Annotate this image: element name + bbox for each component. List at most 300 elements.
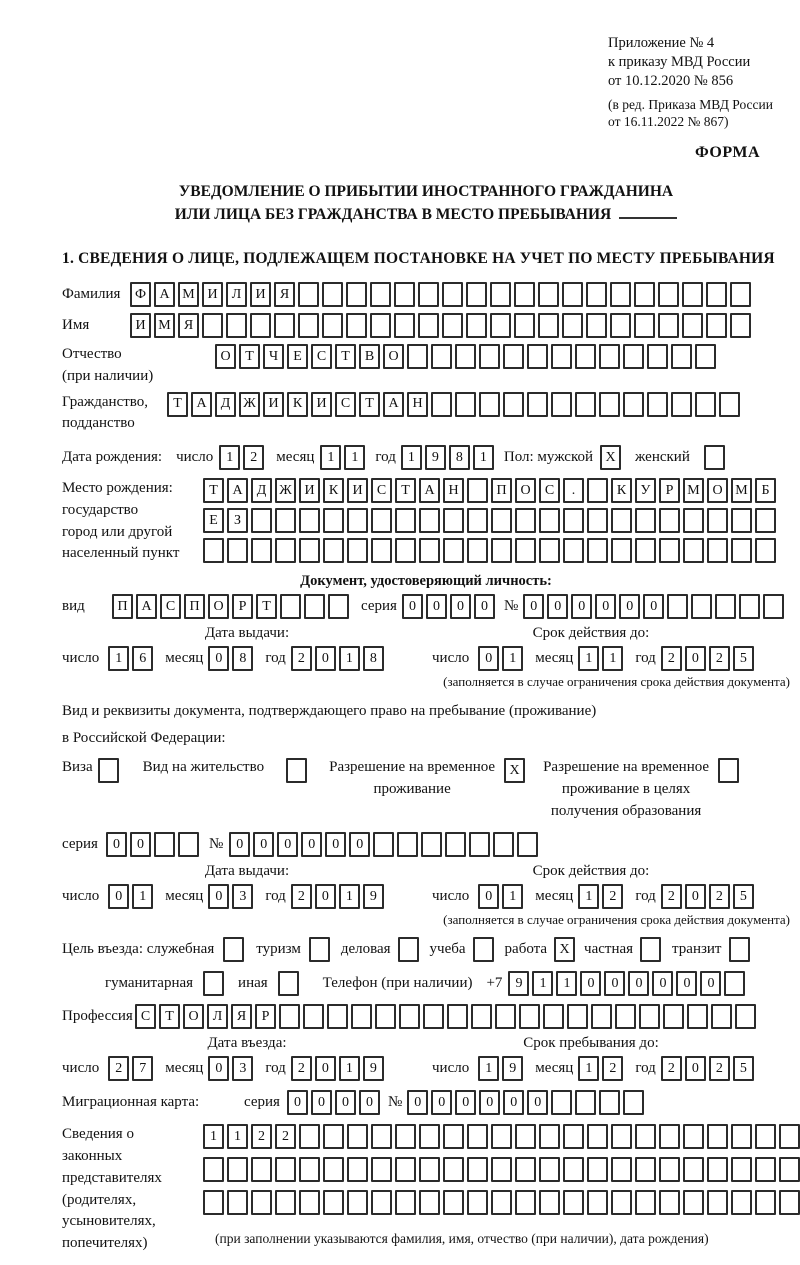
char-box[interactable]: 0 bbox=[407, 1090, 428, 1115]
surname-boxes[interactable] bbox=[130, 282, 751, 307]
char-box[interactable] bbox=[575, 1090, 596, 1115]
purpose-private-checkbox[interactable] bbox=[640, 937, 661, 962]
purpose-official-checkbox[interactable] bbox=[223, 937, 244, 962]
char-box[interactable]: Р bbox=[232, 594, 253, 619]
char-box[interactable] bbox=[683, 1157, 704, 1182]
residence-issued-day-boxes[interactable] bbox=[108, 884, 153, 909]
char-box[interactable]: И bbox=[299, 478, 320, 503]
char-box[interactable]: 0 bbox=[478, 884, 499, 909]
char-box[interactable]: 2 bbox=[709, 1056, 730, 1081]
char-box[interactable]: Ф bbox=[130, 282, 151, 307]
char-box[interactable] bbox=[647, 392, 668, 417]
char-box[interactable] bbox=[519, 1004, 540, 1029]
char-box[interactable] bbox=[503, 392, 524, 417]
char-box[interactable]: 2 bbox=[709, 646, 730, 671]
char-box[interactable]: 2 bbox=[661, 1056, 682, 1081]
char-box[interactable] bbox=[299, 1190, 320, 1215]
char-box[interactable]: И bbox=[311, 392, 332, 417]
char-box[interactable] bbox=[683, 1190, 704, 1215]
char-box[interactable] bbox=[667, 594, 688, 619]
char-box[interactable] bbox=[466, 282, 487, 307]
char-box[interactable] bbox=[515, 1190, 536, 1215]
doc-valid-month-boxes[interactable] bbox=[578, 646, 623, 671]
char-box[interactable] bbox=[659, 508, 680, 533]
char-box[interactable]: Б bbox=[755, 478, 776, 503]
char-box[interactable] bbox=[304, 594, 325, 619]
migration-number-boxes[interactable] bbox=[407, 1090, 644, 1115]
char-box[interactable]: Д bbox=[251, 478, 272, 503]
char-box[interactable] bbox=[274, 313, 295, 338]
doc-issued-month-boxes[interactable] bbox=[208, 646, 253, 671]
char-box[interactable] bbox=[611, 538, 632, 563]
char-box[interactable]: 9 bbox=[425, 445, 446, 470]
char-box[interactable] bbox=[347, 1157, 368, 1182]
char-box[interactable] bbox=[202, 313, 223, 338]
char-box[interactable]: 1 bbox=[556, 971, 577, 996]
char-box[interactable] bbox=[539, 1157, 560, 1182]
char-box[interactable]: 1 bbox=[219, 445, 240, 470]
doc-issued-day-boxes[interactable] bbox=[108, 646, 153, 671]
char-box[interactable]: Н bbox=[443, 478, 464, 503]
representatives-row2-boxes[interactable] bbox=[203, 1157, 800, 1182]
char-box[interactable]: 0 bbox=[315, 1056, 336, 1081]
char-box[interactable]: Т bbox=[239, 344, 260, 369]
char-box[interactable]: 2 bbox=[291, 884, 312, 909]
char-box[interactable] bbox=[227, 1157, 248, 1182]
char-box[interactable]: К bbox=[611, 478, 632, 503]
char-box[interactable]: 0 bbox=[479, 1090, 500, 1115]
char-box[interactable] bbox=[467, 1124, 488, 1149]
sex-male-checkbox[interactable]: X bbox=[600, 445, 621, 470]
char-box[interactable] bbox=[203, 538, 224, 563]
char-box[interactable]: 1 bbox=[532, 971, 553, 996]
char-box[interactable] bbox=[346, 313, 367, 338]
char-box[interactable]: Н bbox=[407, 392, 428, 417]
char-box[interactable] bbox=[707, 1157, 728, 1182]
char-box[interactable] bbox=[707, 1190, 728, 1215]
char-box[interactable]: П bbox=[491, 478, 512, 503]
char-box[interactable] bbox=[527, 344, 548, 369]
char-box[interactable] bbox=[443, 508, 464, 533]
char-box[interactable]: М bbox=[154, 313, 175, 338]
char-box[interactable] bbox=[731, 1190, 752, 1215]
char-box[interactable] bbox=[275, 538, 296, 563]
char-box[interactable]: 0 bbox=[311, 1090, 332, 1115]
char-box[interactable]: Д bbox=[215, 392, 236, 417]
char-box[interactable]: У bbox=[635, 478, 656, 503]
char-box[interactable]: С bbox=[311, 344, 332, 369]
char-box[interactable] bbox=[323, 1124, 344, 1149]
birthplace-row2-boxes[interactable] bbox=[203, 508, 776, 533]
char-box[interactable] bbox=[394, 313, 415, 338]
char-box[interactable] bbox=[479, 344, 500, 369]
char-box[interactable] bbox=[491, 538, 512, 563]
char-box[interactable] bbox=[490, 282, 511, 307]
char-box[interactable]: Т bbox=[335, 344, 356, 369]
char-box[interactable]: 0 bbox=[229, 832, 250, 857]
char-box[interactable] bbox=[635, 538, 656, 563]
char-box[interactable]: С bbox=[539, 478, 560, 503]
char-box[interactable] bbox=[442, 313, 463, 338]
char-box[interactable]: Т bbox=[203, 478, 224, 503]
char-box[interactable]: 0 bbox=[450, 594, 471, 619]
char-box[interactable]: 0 bbox=[106, 832, 127, 857]
char-box[interactable]: Е bbox=[203, 508, 224, 533]
until-day-boxes[interactable] bbox=[478, 1056, 523, 1081]
migration-series-boxes[interactable] bbox=[287, 1090, 380, 1115]
char-box[interactable]: 5 bbox=[733, 1056, 754, 1081]
char-box[interactable]: 0 bbox=[208, 1056, 229, 1081]
char-box[interactable]: 0 bbox=[604, 971, 625, 996]
char-box[interactable] bbox=[515, 508, 536, 533]
char-box[interactable] bbox=[610, 313, 631, 338]
char-box[interactable] bbox=[755, 538, 776, 563]
char-box[interactable]: 1 bbox=[339, 1056, 360, 1081]
char-box[interactable] bbox=[467, 538, 488, 563]
char-box[interactable]: 1 bbox=[478, 1056, 499, 1081]
char-box[interactable]: И bbox=[202, 282, 223, 307]
residence-valid-month-boxes[interactable] bbox=[578, 884, 623, 909]
char-box[interactable] bbox=[419, 1157, 440, 1182]
char-box[interactable]: 2 bbox=[602, 884, 623, 909]
char-box[interactable] bbox=[706, 282, 727, 307]
char-box[interactable]: О bbox=[515, 478, 536, 503]
char-box[interactable] bbox=[419, 538, 440, 563]
char-box[interactable] bbox=[251, 508, 272, 533]
char-box[interactable] bbox=[739, 594, 760, 619]
char-box[interactable]: И bbox=[347, 478, 368, 503]
doc-issued-year-boxes[interactable] bbox=[291, 646, 384, 671]
char-box[interactable] bbox=[611, 508, 632, 533]
char-box[interactable] bbox=[347, 538, 368, 563]
char-box[interactable] bbox=[370, 282, 391, 307]
char-box[interactable]: И bbox=[250, 282, 271, 307]
char-box[interactable] bbox=[599, 392, 620, 417]
char-box[interactable] bbox=[563, 508, 584, 533]
char-box[interactable]: 0 bbox=[503, 1090, 524, 1115]
char-box[interactable]: Р bbox=[659, 478, 680, 503]
char-box[interactable] bbox=[647, 344, 668, 369]
char-box[interactable] bbox=[495, 1004, 516, 1029]
char-box[interactable]: 0 bbox=[474, 594, 495, 619]
char-box[interactable] bbox=[671, 392, 692, 417]
char-box[interactable]: А bbox=[227, 478, 248, 503]
char-box[interactable] bbox=[469, 832, 490, 857]
char-box[interactable]: Я bbox=[274, 282, 295, 307]
char-box[interactable]: М bbox=[178, 282, 199, 307]
char-box[interactable]: 1 bbox=[502, 884, 523, 909]
char-box[interactable] bbox=[395, 1190, 416, 1215]
char-box[interactable] bbox=[299, 1157, 320, 1182]
char-box[interactable] bbox=[671, 344, 692, 369]
char-box[interactable] bbox=[659, 1124, 680, 1149]
char-box[interactable]: О bbox=[215, 344, 236, 369]
char-box[interactable] bbox=[635, 508, 656, 533]
char-box[interactable]: 1 bbox=[502, 646, 523, 671]
char-box[interactable] bbox=[610, 282, 631, 307]
char-box[interactable] bbox=[730, 282, 751, 307]
char-box[interactable]: 9 bbox=[363, 884, 384, 909]
representatives-row3-boxes[interactable] bbox=[203, 1190, 800, 1215]
char-box[interactable] bbox=[586, 282, 607, 307]
char-box[interactable]: 3 bbox=[232, 1056, 253, 1081]
phone-boxes[interactable] bbox=[508, 971, 745, 996]
char-box[interactable] bbox=[327, 1004, 348, 1029]
doc-number-boxes[interactable] bbox=[523, 594, 784, 619]
char-box[interactable] bbox=[563, 1124, 584, 1149]
char-box[interactable] bbox=[491, 1190, 512, 1215]
char-box[interactable]: 0 bbox=[335, 1090, 356, 1115]
char-box[interactable] bbox=[371, 508, 392, 533]
char-box[interactable]: 0 bbox=[287, 1090, 308, 1115]
char-box[interactable]: 0 bbox=[685, 1056, 706, 1081]
char-box[interactable] bbox=[375, 1004, 396, 1029]
until-year-boxes[interactable] bbox=[661, 1056, 754, 1081]
char-box[interactable] bbox=[587, 508, 608, 533]
char-box[interactable]: 1 bbox=[401, 445, 422, 470]
char-box[interactable]: А bbox=[136, 594, 157, 619]
char-box[interactable] bbox=[779, 1157, 800, 1182]
char-box[interactable] bbox=[455, 392, 476, 417]
char-box[interactable] bbox=[623, 1090, 644, 1115]
char-box[interactable] bbox=[443, 1157, 464, 1182]
char-box[interactable] bbox=[455, 344, 476, 369]
char-box[interactable] bbox=[538, 282, 559, 307]
char-box[interactable] bbox=[730, 313, 751, 338]
char-box[interactable]: 0 bbox=[277, 832, 298, 857]
char-box[interactable]: 2 bbox=[291, 1056, 312, 1081]
birth-day-boxes[interactable] bbox=[219, 445, 264, 470]
char-box[interactable] bbox=[575, 344, 596, 369]
char-box[interactable]: 0 bbox=[700, 971, 721, 996]
char-box[interactable] bbox=[635, 1157, 656, 1182]
char-box[interactable] bbox=[203, 1157, 224, 1182]
char-box[interactable] bbox=[691, 594, 712, 619]
char-box[interactable] bbox=[562, 313, 583, 338]
char-box[interactable]: 0 bbox=[643, 594, 664, 619]
char-box[interactable] bbox=[467, 1157, 488, 1182]
char-box[interactable]: 0 bbox=[652, 971, 673, 996]
birthplace-row1-boxes[interactable] bbox=[203, 478, 776, 503]
char-box[interactable] bbox=[711, 1004, 732, 1029]
temp-residence-edu-checkbox[interactable] bbox=[718, 758, 739, 783]
char-box[interactable]: . bbox=[563, 478, 584, 503]
char-box[interactable] bbox=[226, 313, 247, 338]
char-box[interactable] bbox=[735, 1004, 756, 1029]
char-box[interactable] bbox=[587, 1157, 608, 1182]
entry-month-boxes[interactable] bbox=[208, 1056, 253, 1081]
char-box[interactable]: И bbox=[263, 392, 284, 417]
char-box[interactable]: Т bbox=[256, 594, 277, 619]
char-box[interactable]: Р bbox=[255, 1004, 276, 1029]
char-box[interactable] bbox=[443, 1124, 464, 1149]
char-box[interactable] bbox=[543, 1004, 564, 1029]
char-box[interactable] bbox=[443, 538, 464, 563]
char-box[interactable]: 1 bbox=[344, 445, 365, 470]
char-box[interactable] bbox=[659, 538, 680, 563]
char-box[interactable] bbox=[323, 538, 344, 563]
doc-valid-day-boxes[interactable] bbox=[478, 646, 523, 671]
char-box[interactable]: 0 bbox=[595, 594, 616, 619]
char-box[interactable]: 0 bbox=[402, 594, 423, 619]
char-box[interactable] bbox=[447, 1004, 468, 1029]
char-box[interactable]: 0 bbox=[301, 832, 322, 857]
char-box[interactable] bbox=[779, 1124, 800, 1149]
char-box[interactable] bbox=[347, 1124, 368, 1149]
char-box[interactable]: Ч bbox=[263, 344, 284, 369]
char-box[interactable] bbox=[599, 1090, 620, 1115]
char-box[interactable]: 1 bbox=[339, 884, 360, 909]
char-box[interactable] bbox=[419, 1124, 440, 1149]
char-box[interactable]: 0 bbox=[478, 646, 499, 671]
char-box[interactable] bbox=[514, 313, 535, 338]
char-box[interactable]: С bbox=[160, 594, 181, 619]
char-box[interactable] bbox=[351, 1004, 372, 1029]
char-box[interactable]: 8 bbox=[363, 646, 384, 671]
char-box[interactable]: А bbox=[154, 282, 175, 307]
char-box[interactable] bbox=[731, 1124, 752, 1149]
residence-valid-year-boxes[interactable] bbox=[661, 884, 754, 909]
char-box[interactable] bbox=[635, 1124, 656, 1149]
char-box[interactable] bbox=[663, 1004, 684, 1029]
char-box[interactable] bbox=[491, 1157, 512, 1182]
char-box[interactable]: 2 bbox=[291, 646, 312, 671]
char-box[interactable]: 2 bbox=[251, 1124, 272, 1149]
char-box[interactable] bbox=[707, 508, 728, 533]
patronymic-boxes[interactable] bbox=[215, 344, 716, 369]
char-box[interactable] bbox=[371, 1124, 392, 1149]
char-box[interactable]: 1 bbox=[132, 884, 153, 909]
residence-issued-year-boxes[interactable] bbox=[291, 884, 384, 909]
char-box[interactable] bbox=[418, 313, 439, 338]
char-box[interactable] bbox=[442, 282, 463, 307]
char-box[interactable]: Я bbox=[231, 1004, 252, 1029]
char-box[interactable] bbox=[371, 538, 392, 563]
char-box[interactable]: 1 bbox=[339, 646, 360, 671]
char-box[interactable] bbox=[251, 538, 272, 563]
char-box[interactable] bbox=[695, 392, 716, 417]
purpose-other-checkbox[interactable] bbox=[278, 971, 299, 996]
char-box[interactable] bbox=[731, 538, 752, 563]
char-box[interactable]: 0 bbox=[426, 594, 447, 619]
char-box[interactable]: 0 bbox=[315, 646, 336, 671]
char-box[interactable] bbox=[421, 832, 442, 857]
char-box[interactable] bbox=[347, 1190, 368, 1215]
char-box[interactable] bbox=[639, 1004, 660, 1029]
char-box[interactable] bbox=[755, 1157, 776, 1182]
char-box[interactable]: 2 bbox=[602, 1056, 623, 1081]
char-box[interactable] bbox=[322, 313, 343, 338]
char-box[interactable]: О bbox=[183, 1004, 204, 1029]
char-box[interactable] bbox=[586, 313, 607, 338]
char-box[interactable] bbox=[707, 1124, 728, 1149]
char-box[interactable]: М bbox=[731, 478, 752, 503]
char-box[interactable]: 0 bbox=[455, 1090, 476, 1115]
char-box[interactable] bbox=[445, 832, 466, 857]
char-box[interactable] bbox=[395, 1124, 416, 1149]
doc-kind-boxes[interactable] bbox=[112, 594, 349, 619]
char-box[interactable]: 0 bbox=[349, 832, 370, 857]
doc-series-boxes[interactable] bbox=[402, 594, 495, 619]
char-box[interactable]: К bbox=[323, 478, 344, 503]
char-box[interactable] bbox=[683, 508, 704, 533]
char-box[interactable] bbox=[634, 313, 655, 338]
char-box[interactable] bbox=[491, 1124, 512, 1149]
char-box[interactable] bbox=[395, 1157, 416, 1182]
char-box[interactable] bbox=[178, 832, 199, 857]
char-box[interactable] bbox=[706, 313, 727, 338]
char-box[interactable] bbox=[715, 594, 736, 619]
char-box[interactable] bbox=[299, 508, 320, 533]
char-box[interactable]: 0 bbox=[208, 646, 229, 671]
char-box[interactable] bbox=[539, 1190, 560, 1215]
char-box[interactable]: П bbox=[184, 594, 205, 619]
char-box[interactable]: 0 bbox=[619, 594, 640, 619]
char-box[interactable]: Ж bbox=[275, 478, 296, 503]
char-box[interactable]: 0 bbox=[571, 594, 592, 619]
char-box[interactable]: Т bbox=[167, 392, 188, 417]
char-box[interactable] bbox=[599, 344, 620, 369]
char-box[interactable]: 5 bbox=[733, 646, 754, 671]
char-box[interactable]: 1 bbox=[578, 1056, 599, 1081]
char-box[interactable] bbox=[467, 478, 488, 503]
char-box[interactable]: В bbox=[359, 344, 380, 369]
char-box[interactable] bbox=[658, 313, 679, 338]
birth-month-boxes[interactable] bbox=[320, 445, 365, 470]
char-box[interactable]: 1 bbox=[203, 1124, 224, 1149]
char-box[interactable]: 0 bbox=[676, 971, 697, 996]
char-box[interactable]: 0 bbox=[325, 832, 346, 857]
char-box[interactable] bbox=[623, 344, 644, 369]
char-box[interactable]: А bbox=[191, 392, 212, 417]
char-box[interactable]: 1 bbox=[473, 445, 494, 470]
char-box[interactable] bbox=[551, 392, 572, 417]
char-box[interactable] bbox=[154, 832, 175, 857]
char-box[interactable] bbox=[298, 282, 319, 307]
char-box[interactable] bbox=[322, 282, 343, 307]
sex-female-checkbox[interactable] bbox=[704, 445, 725, 470]
char-box[interactable] bbox=[399, 1004, 420, 1029]
char-box[interactable] bbox=[615, 1004, 636, 1029]
char-box[interactable] bbox=[407, 344, 428, 369]
char-box[interactable] bbox=[515, 538, 536, 563]
char-box[interactable]: 0 bbox=[315, 884, 336, 909]
char-box[interactable]: Т bbox=[395, 478, 416, 503]
char-box[interactable] bbox=[371, 1157, 392, 1182]
char-box[interactable]: 2 bbox=[661, 646, 682, 671]
char-box[interactable]: 7 bbox=[132, 1056, 153, 1081]
char-box[interactable] bbox=[394, 282, 415, 307]
char-box[interactable] bbox=[323, 508, 344, 533]
char-box[interactable] bbox=[562, 282, 583, 307]
char-box[interactable]: 0 bbox=[547, 594, 568, 619]
char-box[interactable] bbox=[431, 344, 452, 369]
char-box[interactable]: 2 bbox=[661, 884, 682, 909]
char-box[interactable] bbox=[371, 1190, 392, 1215]
char-box[interactable]: Е bbox=[287, 344, 308, 369]
char-box[interactable] bbox=[755, 508, 776, 533]
char-box[interactable]: 0 bbox=[580, 971, 601, 996]
char-box[interactable]: 8 bbox=[449, 445, 470, 470]
char-box[interactable] bbox=[347, 508, 368, 533]
char-box[interactable] bbox=[491, 508, 512, 533]
char-box[interactable] bbox=[755, 1190, 776, 1215]
char-box[interactable] bbox=[551, 344, 572, 369]
char-box[interactable] bbox=[724, 971, 745, 996]
char-box[interactable]: 1 bbox=[227, 1124, 248, 1149]
char-box[interactable]: 0 bbox=[523, 594, 544, 619]
char-box[interactable] bbox=[251, 1157, 272, 1182]
